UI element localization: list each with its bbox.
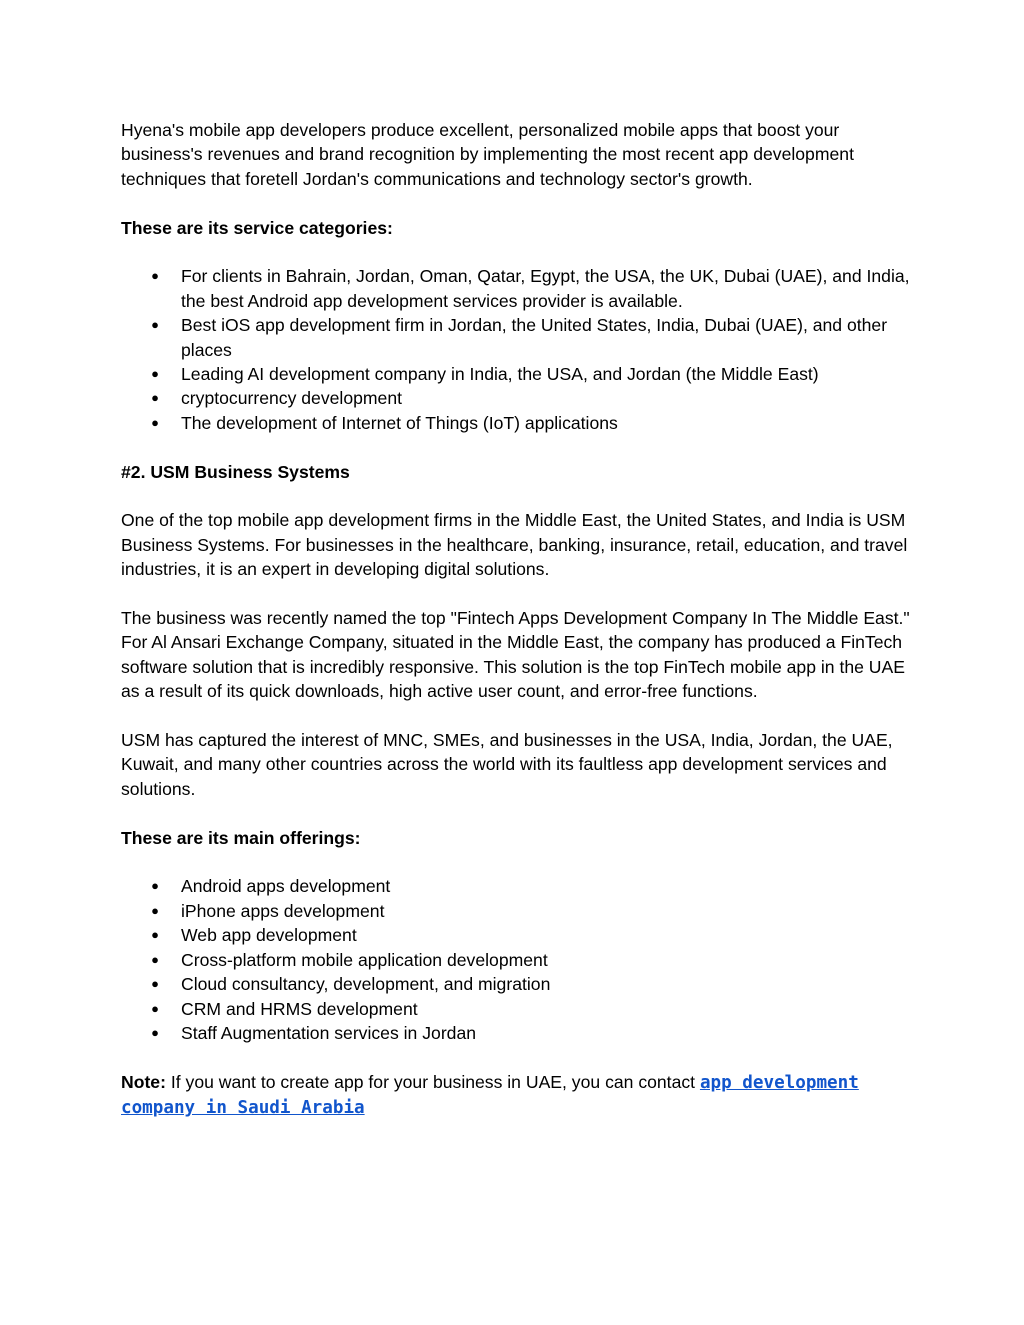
list-item (151, 874, 911, 898)
bullet-icon: ● (151, 1000, 159, 1016)
list-item (151, 386, 911, 410)
list-item (151, 411, 911, 435)
usm-paragraph-2: The business was recently named the top "Fintech Apps Development Company In The Middle East." For Al Ansari Exchange Company, situated in the Middle East, the company has produced a FinTech software solution that is incredibly responsive. This solution is the top FinTech mobile app in the UAE as a result of its quick downloads, high active user count, and error-free functions. (121, 608, 910, 702)
bullet-icon: ● (151, 976, 159, 992)
app-development-company-link[interactable]: app development company in Saudi Arabia (121, 1072, 859, 1119)
main-offerings-heading: These are its main offerings: (121, 827, 361, 848)
list-item-text: Staff Augmentation services in Jordan (181, 1022, 477, 1043)
usm-paragraph-1: One of the top mobile app development firms in the Middle East, the United States, and India is USM Business Systems. For businesses in the healthcare, banking, insurance, retail, education, and travel industries, it is an expert in developing digital solutions. (121, 510, 908, 580)
list-item (151, 264, 911, 313)
usm-paragraph-3: USM has captured the interest of MNC, SMEs, and businesses in the USA, India, Jordan, the UAE, Kuwait, and many other countries across the world with its faultless app development services and solutions. (121, 730, 893, 799)
list-item (151, 948, 911, 972)
list-item-text: iPhone apps development (181, 900, 385, 921)
list-item-text: Best iOS app development firm in Jordan, the United States, India, Dubai (UAE), and other places (181, 315, 888, 360)
bullet-icon: ● (151, 878, 159, 894)
bullet-icon: ● (151, 390, 159, 406)
list-item (151, 923, 911, 947)
list-item-text: Cross-platform mobile application development (181, 949, 548, 970)
bullet-icon: ● (151, 902, 159, 918)
list-item (151, 1021, 911, 1045)
note-paragraph (121, 1070, 911, 1121)
bullet-icon: ● (151, 951, 159, 967)
bullet-icon: ● (151, 366, 159, 382)
list-item-text: The development of Internet of Things (IoT) applications (181, 412, 618, 433)
list-item (151, 972, 911, 996)
list-item (151, 997, 911, 1021)
main-offerings-list (121, 874, 911, 1045)
bullet-icon: ● (151, 927, 159, 943)
list-item-text: Cloud consultancy, development, and migration (181, 974, 551, 995)
list-item-text: Web app development (181, 925, 357, 946)
bullet-icon: ● (151, 414, 159, 430)
bullet-icon: ● (151, 317, 159, 333)
bullet-icon: ● (151, 268, 159, 284)
bullet-icon: ● (151, 1024, 159, 1040)
list-item-text: Android apps development (181, 876, 391, 897)
list-item (151, 313, 911, 362)
document-page (121, 118, 911, 1121)
service-categories-heading: These are its service categories: (121, 217, 393, 238)
note-label: Note: (121, 1071, 166, 1092)
note-text: If you want to create app for your business in UAE, you can contact (165, 1071, 700, 1092)
list-item (151, 899, 911, 923)
list-item-text: cryptocurrency development (181, 388, 403, 409)
service-categories-list (121, 264, 911, 435)
list-item-text: Leading AI development company in India, the USA, and Jordan (the Middle East) (181, 364, 819, 385)
list-item-text: CRM and HRMS development (181, 998, 418, 1019)
list-item-text: For clients in Bahrain, Jordan, Oman, Qatar, Egypt, the USA, the UK, Dubai (UAE), and India, the best Android app development services provider is available. (181, 266, 910, 311)
section-heading-usm: #2. USM Business Systems (121, 461, 350, 482)
intro-paragraph: Hyena's mobile app developers produce excellent, personalized mobile apps that boost your business's revenues and brand recognition by implementing the most recent app development techniques that foretell Jordan's communications and technology sector's growth. (121, 120, 854, 189)
list-item (151, 362, 911, 386)
